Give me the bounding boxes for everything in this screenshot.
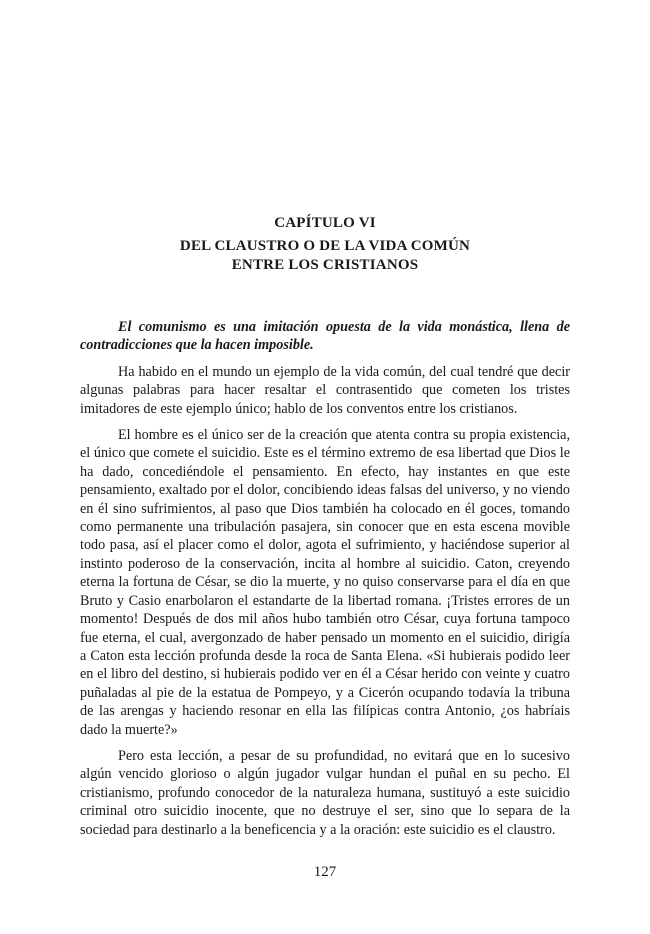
chapter-summary: El comunismo es una imitación opuesta de la vida monástica, llena de contradicciones que la hacen imposible.: [80, 319, 570, 354]
book-page: [80, 0, 570, 934]
paragraph-2: El hombre es el único ser de la creación que atenta contra su propia existencia, el único que comete el suicidio. Este es el término extremo de esa libertad que Dios le ha dado, concediéndole el pensamiento. En efecto, hay instantes en que este pensamiento, exaltado por el dolor, concibiendo ideas falsas del universo, y no viendo en él sino sufrimientos, al paso que Dios también ha colocado en él goces, tomando como permanente una tribulación pasajera, sin conocer que en esta escena movible todo pasa, así el placer como el dolor, agota el sufrimiento, y haciéndose superior al instinto poderoso de la conservación, incita al hombre al suicidio. Caton, creyendo eterna la fortuna de César, se dio la muerte, y no quiso conservarse para el día en que Bruto y Casio enarbolaron el estandarte de la libertad romana. ¡Tristes errores de un momento! Después de dos mil años hubo también otro César, cuya fortuna tampoco fue eterna, el cual, avergonzado de haber pensado un momento en el suicidio, dirigía a Caton esta lección profunda desde la roca de Santa Elena. «Si hubierais podido leer en el libro del destino, si hubierais podido ver en él a César herido con veinte y cuatro puñaladas al pie de la estatua de Pompeyo, y a Cicerón ocupando todavía la tribuna de las arengas y haciendo resonar en ella las filípicas contra Antonio, ¿os habríais dado la muerte?»: [80, 427, 570, 738]
body-text: [80, 318, 570, 847]
paragraph-3: Pero esta lección, a pesar de su profundidad, no evitará que en lo sucesivo algún vencido glorioso o algún jugador vulgar hundan el puñal en su pecho. El cristianismo, profundo conocedor de la naturaleza humana, sustituyó a este suicidio criminal otro suicidio inocente, que no destruye el ser, sino que lo separa de la sociedad para destinarlo a la beneficencia y a la oración: este suicidio es el claustro.: [80, 747, 570, 838]
chapter-heading: [80, 214, 570, 275]
chapter-number: CAPÍTULO VI: [274, 215, 376, 231]
chapter-title-line-2: ENTRE LOS CRISTIANOS: [231, 257, 419, 273]
paragraph-1: Ha habido en el mundo un ejemplo de la vida común, del cual tendré que decir algunas palabras para hacer resaltar el contrasentido que cometen los tristes imitadores de este ejemplo único; hablo de los conventos entre los cristianos.: [80, 363, 570, 417]
chapter-title-line-1: DEL CLAUSTRO O DE LA VIDA COMÚN: [179, 238, 471, 254]
page-number: 127: [313, 864, 337, 880]
